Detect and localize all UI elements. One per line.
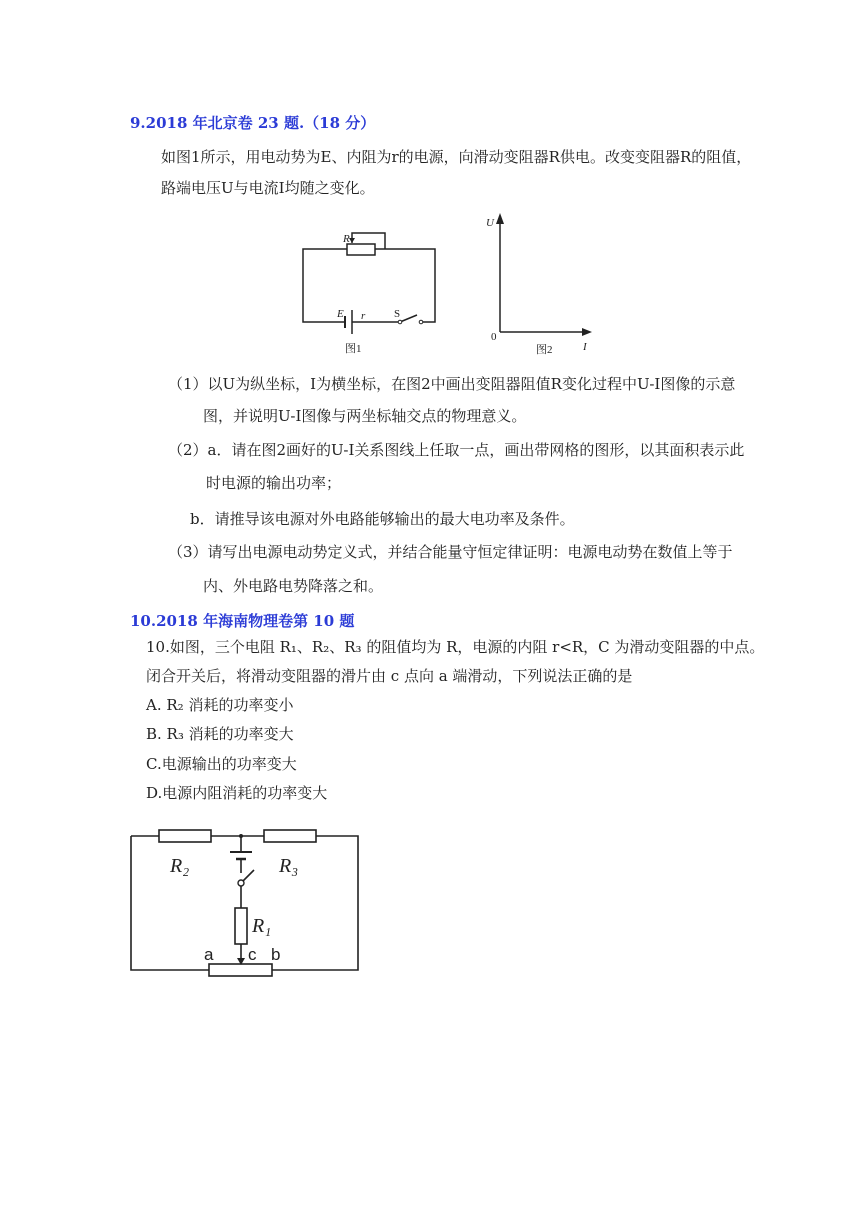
q10-circuit xyxy=(124,826,364,986)
fig1-label-r: r xyxy=(361,310,366,322)
q9-part3-line2: 内、外电路电势降落之和。 xyxy=(203,577,384,595)
fig1-label-E: E xyxy=(337,308,344,320)
q9-fig1-circuit xyxy=(295,225,445,360)
q10-label-c: c xyxy=(248,945,257,964)
q10-header: 10.2018 年海南物理卷第 10 题 xyxy=(130,612,355,630)
q10-stem-line2: 闭合开关后，将滑动变阻器的滑片由 c 点向 a 端滑动，下列说法正确的是 xyxy=(146,667,633,685)
fig1-label-S: S xyxy=(394,308,401,320)
fig2-origin: 0 xyxy=(491,331,497,343)
q10-option-d: D.电源内阻消耗的功率变大 xyxy=(146,784,328,802)
fig1-caption: 图1 xyxy=(345,343,362,355)
q10-label-b: b xyxy=(271,945,281,964)
fig2-x-label: I xyxy=(583,341,587,353)
q10-label-R3: R₃ xyxy=(279,855,299,877)
q10-option-a: A. R₂ 消耗的功率变小 xyxy=(146,696,294,714)
q9-part2a-line2: 时电源的输出功率； xyxy=(206,474,342,492)
q10-option-b: B. R₃ 消耗的功率变大 xyxy=(146,725,294,743)
fig1-label-R: R xyxy=(343,233,350,245)
q9-part2b: b．请推导该电源对外电路能够输出的最大电功率及条件。 xyxy=(190,510,575,528)
q10-stem-line1: 10.如图，三个电阻 R₁、R₂、R₃ 的阻值均为 R，电源的内阻 r<R，C 为滑动变阻器的中点。 xyxy=(146,638,765,656)
q9-fig2-axes xyxy=(482,208,597,358)
q10-label-R1: R₁ xyxy=(252,915,272,937)
q9-part2a-line1: （2）a．请在图2画好的U-I关系图线上任取一点，画出带网格的图形，以其面积表示此 xyxy=(168,441,745,459)
q9-part1-line2: 图，并说明U-I图像与两坐标轴交点的物理意义。 xyxy=(203,407,527,425)
q10-label-a: a xyxy=(204,945,214,964)
fig2-caption: 图2 xyxy=(536,344,553,356)
q10-label-R2: R₂ xyxy=(170,855,190,877)
q9-part1-line1: （1）以U为纵坐标，I为横坐标，在图2中画出变阻器阻值R变化过程中U-I图像的示意 xyxy=(168,375,736,393)
q9-intro-line2: 路端电压U与电流I均随之变化。 xyxy=(161,179,375,197)
q9-part3-line1: （3）请写出电源电动势定义式，并结合能量守恒定律证明：电源电动势在数值上等于 xyxy=(168,543,733,561)
q10-option-c: C.电源输出的功率变大 xyxy=(146,755,297,773)
q9-header: 9.2018 年北京卷 23 题.（18 分） xyxy=(130,114,376,132)
fig2-y-label: U xyxy=(486,217,494,229)
q9-intro-line1: 如图1所示，用电动势为E、内阻为r的电源，向滑动变阻器R供电。改变变阻器R的阻值， xyxy=(161,148,752,166)
